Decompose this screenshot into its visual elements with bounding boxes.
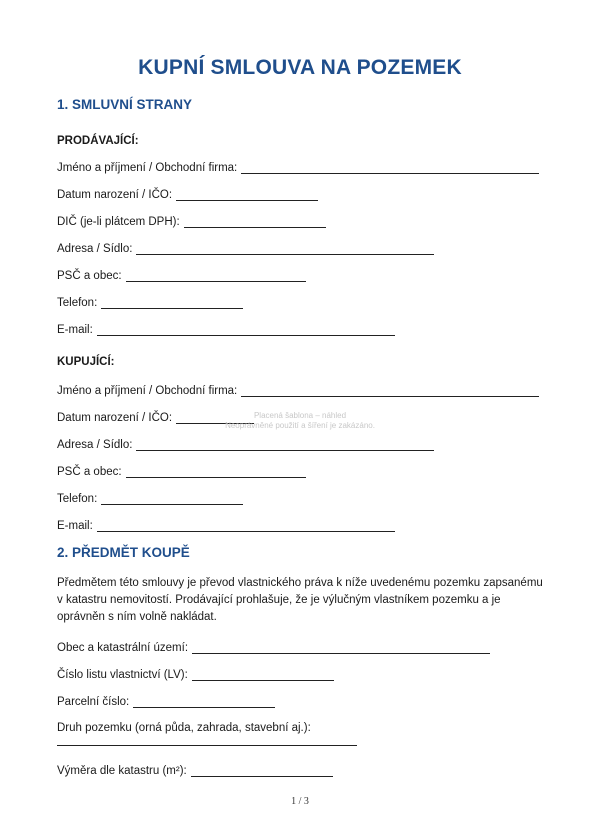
seller-phone-label: Telefon:: [57, 297, 98, 309]
lv-number-line[interactable]: [192, 668, 334, 681]
seller-address-field[interactable]: [57, 239, 434, 255]
watermark-line-1: Placená šablona – náhled: [253, 411, 347, 420]
section-1-heading: 1. SMLUVNÍ STRANY: [57, 97, 193, 112]
buyer-email-label: E-mail:: [57, 520, 93, 532]
seller-name-line[interactable]: [241, 161, 539, 174]
watermark-line-2: Neoprávněné použití a šíření je zakázáno.: [225, 421, 375, 430]
parcel-number-field[interactable]: [57, 692, 275, 708]
seller-name-field[interactable]: [57, 158, 539, 174]
seller-zip-line[interactable]: [126, 269, 306, 282]
seller-phone-field[interactable]: [57, 293, 243, 309]
buyer-address-field[interactable]: [57, 435, 434, 451]
parcel-number-label: Parcelní číslo:: [57, 696, 130, 708]
buyer-email-field[interactable]: [57, 516, 395, 532]
seller-dic-line[interactable]: [184, 215, 326, 228]
lv-number-field[interactable]: [57, 665, 334, 681]
buyer-zip-label: PSČ a obec:: [57, 466, 122, 478]
municipality-field[interactable]: [57, 638, 490, 654]
lv-number-label: Číslo listu vlastnictví (LV):: [57, 669, 188, 681]
seller-phone-line[interactable]: [101, 296, 243, 309]
seller-zip-field[interactable]: [57, 266, 306, 282]
area-line[interactable]: [191, 764, 333, 777]
buyer-name-field[interactable]: [57, 381, 539, 397]
buyer-birth-label: Datum narození / IČO:: [57, 412, 173, 424]
land-type-field: [57, 718, 311, 734]
buyer-zip-line[interactable]: [126, 465, 306, 478]
land-type-line[interactable]: [57, 745, 357, 746]
section-2-paragraph: Předmětem této smlouvy je převod vlastnického práva k níže uvedenému pozemku zapsanému v katastru nemovitostí. Prodávající prohlašuje, že je výlučným vlastníkem pozemku a je oprávněn s ním volně nakládat.: [57, 577, 543, 623]
buyer-phone-line[interactable]: [101, 492, 243, 505]
seller-dic-field[interactable]: [57, 212, 326, 228]
area-field[interactable]: [57, 761, 333, 777]
buyer-name-line[interactable]: [241, 384, 539, 397]
seller-name-label: Jméno a příjmení / Obchodní firma:: [57, 162, 238, 174]
buyer-heading: KUPUJÍCÍ:: [57, 356, 115, 368]
document-title: KUPNÍ SMLOUVA NA POZEMEK: [138, 56, 462, 79]
section-2-heading: 2. PŘEDMĚT KOUPĚ: [57, 545, 190, 560]
seller-birth-field[interactable]: [57, 185, 318, 201]
seller-zip-label: PSČ a obec:: [57, 270, 122, 282]
buyer-address-label: Adresa / Sídlo:: [57, 439, 133, 451]
buyer-phone-field[interactable]: [57, 489, 243, 505]
buyer-phone-label: Telefon:: [57, 493, 98, 505]
municipality-label: Obec a katastrální území:: [57, 642, 189, 654]
seller-dic-label: DIČ (je-li plátcem DPH):: [57, 216, 180, 228]
buyer-zip-field[interactable]: [57, 462, 306, 478]
seller-address-label: Adresa / Sídlo:: [57, 243, 133, 255]
parcel-number-line[interactable]: [133, 695, 275, 708]
seller-email-line[interactable]: [97, 323, 395, 336]
buyer-name-label: Jméno a příjmení / Obchodní firma:: [57, 385, 238, 397]
buyer-address-line[interactable]: [136, 438, 434, 451]
seller-birth-line[interactable]: [176, 188, 318, 201]
buyer-email-line[interactable]: [97, 519, 395, 532]
area-label: Výměra dle katastru (m²):: [57, 765, 187, 777]
seller-email-field[interactable]: [57, 320, 395, 336]
municipality-line[interactable]: [192, 641, 490, 654]
land-type-label: Druh pozemku (orná půda, zahrada, stavební aj.):: [57, 722, 311, 734]
page-number: 1 / 3: [291, 796, 309, 807]
seller-heading: PRODÁVAJÍCÍ:: [57, 135, 139, 147]
seller-address-line[interactable]: [136, 242, 434, 255]
seller-birth-label: Datum narození / IČO:: [57, 189, 173, 201]
seller-email-label: E-mail:: [57, 324, 93, 336]
